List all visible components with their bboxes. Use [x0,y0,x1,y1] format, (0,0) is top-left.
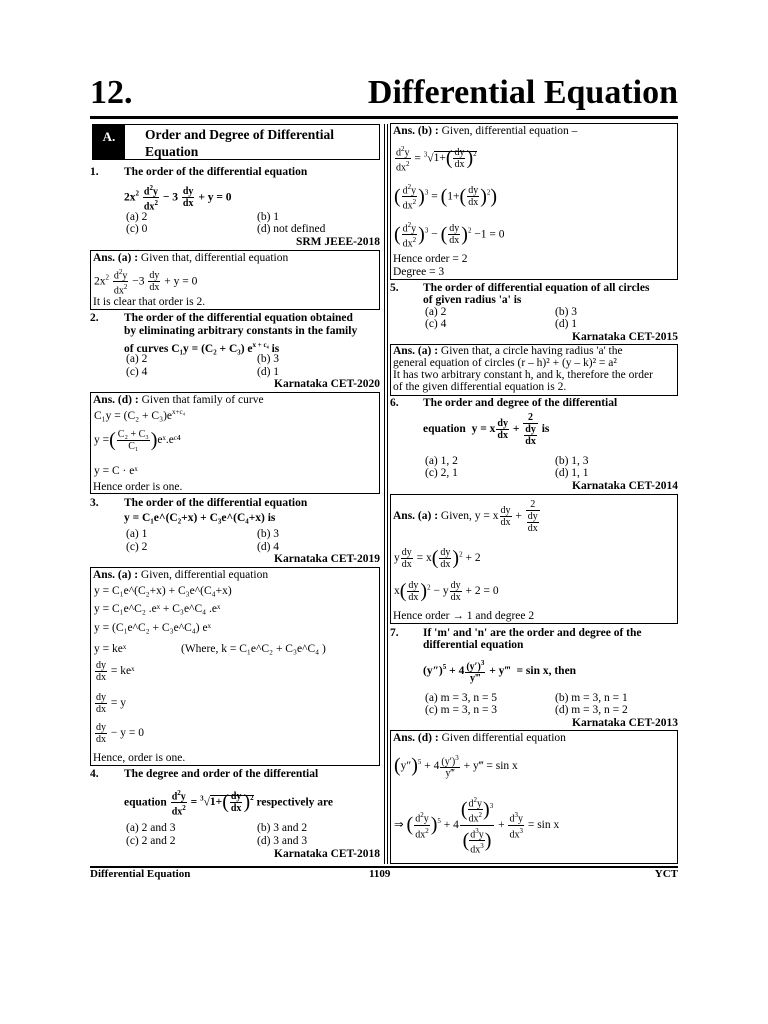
q6-answer-conclusion: Hence order → 1 and degree 2 [393,610,535,622]
q3-answer-step2: y = C₁e^C₂ .eˣ + C₃e^C₄ .eˣ [94,603,221,615]
q4-source: Karnataka CET-2018 [274,848,380,860]
q7-answer-step2: ⇒ ( $\frac{d^2y}{dx^2}$ )$^5$ + 4 ( $\frac{d^2y}{dx^2}$ )$^3$ ( $\frac{d^3y}{dx^3}$ ) + $\frac{d^3y}{dx^3}$ = sin x [394,796,560,856]
q3-answer-line: Ans. (a) : Given, differential equation [93,569,269,581]
q3-option-c: (c) 2 [126,541,148,553]
q1-number: 1. [90,166,99,178]
q6-option-a: (a) 1, 2 [425,455,458,467]
q4-answer-step2: ( $\frac{d^2y}{dx^2}$ )$^3$ = (1+( $\frac{dy}{dx}$ )$^2$) [394,183,498,212]
q7-option-a: (a) m = 3, n = 5 [425,692,498,704]
q6-answer-step1: y $\frac{dy}{dx}$ = x( $\frac{dy}{dx}$ )$^2$ + 2 [394,547,481,570]
q1-answer-equation: $2x^2$ $\frac{d^2y}{dx^2}$ −3 $\frac{dy}{dx}$ + y = 0 [94,268,198,297]
q7-answer-step1: $(y'')^5 + 4$ $\frac{(y')^3}{y‴}$ + y‴ = sin x [394,754,518,780]
q7-number: 7. [390,627,399,639]
q1-answer-box [90,250,380,310]
q6-answer-step2: x( $\frac{dy}{dx}$ )$^2$ − y $\frac{dy}{dx}$ + 2 = 0 [394,580,499,603]
q5-option-b: (b) 3 [555,306,578,318]
q1-text: The order of the differential equation [124,166,308,178]
q4-answer-order: Hence order = 2 [393,253,468,265]
q6-equation: equation y = x $\frac{dy}{dx}$ + $\frac{2}{\frac{dy}{dx}}$ is [423,412,550,447]
q4-option-b: (b) 3 and 2 [257,822,308,834]
q7-option-b: (b) m = 3, n = 1 [555,692,628,704]
q4-option-a: (a) 2 and 3 [126,822,176,834]
q5-option-c: (c) 4 [425,318,447,330]
q2-option-c: (c) 4 [126,366,148,378]
q4-text: The degree and order of the differential [124,768,319,780]
section-title: Order and Degree of Differential Equation [145,127,334,159]
q1-source: SRM JEEE-2018 [295,236,380,248]
q4-answer-box [390,123,678,280]
q3-text: The order of the differential equation [124,497,308,509]
q7-answer-line: Ans. (d) : Given differential equation [393,732,566,744]
q5-answer-box [390,344,678,396]
q1-option-a: (a) 2 [126,211,148,223]
q7-source: Karnataka CET-2013 [572,717,678,729]
footer-publisher: YCT [654,868,678,880]
q2-answer-line: Ans. (d) : Given that family of curve [93,394,264,406]
q4-equation: equation $\frac{d^2y}{dx^2}$ = $^3$√1+( $\frac{dy}{dx}$ )$^2$ respectively are [124,789,334,818]
q1-answer-line: Ans. (a) : Given that, differential equation [93,252,289,264]
q3-answer-conclusion: Hence, order is one. [93,752,186,764]
q5-answer-line3: It has two arbitrary constant h, and k, therefore the order [393,369,653,381]
q2-answer-box [90,392,380,494]
q4-number: 4. [90,768,99,780]
q2-answer-conclusion: Hence order is one. [93,481,183,493]
q2-answer-step3: y = C · eˣ [94,465,138,477]
q1-equation: $2x^2$ $\frac{d^2y}{dx^2}$ − 3 $\frac{dy}{dx}$ + y = 0 [124,184,232,213]
q3-source: Karnataka CET-2019 [274,553,380,565]
q7-line1: If 'm' and 'n' are the order and degree of the [423,627,642,639]
q7-equation: $(y'')^5 + 4$ $\frac{(y')^3}{y‴}$ + y‴ = sin x, then [423,659,577,685]
q6-option-b: (b) 1, 3 [555,455,589,467]
chapter-title: Differential Equation [367,74,678,111]
q3-answer-step3: y = (C₁e^C₂ + C₃e^C₄) eˣ [94,622,211,634]
q1-answer-conclusion: It is clear that order is 2. [93,296,206,308]
q3-answer-step6: $\frac{dy}{dx}$ = y [96,692,126,715]
q1-option-c: (c) 0 [126,223,148,235]
q3-option-a: (a) 1 [126,528,148,540]
q3-number: 3. [90,497,99,509]
q3-answer-step5: $\frac{dy}{dx}$ = keˣ [96,660,135,683]
q2-answer-step1: $C_1y = (C_2 + C_3)e^{x+c_4}$ [94,408,186,422]
q2-option-b: (b) 3 [257,353,280,365]
q3-answer-step4: y = keˣ [94,643,127,655]
q3-answer-where: (Where, k = C₁e^C₂ + C₃e^C₄ ) [181,643,326,655]
q5-option-d: (d) 1 [555,318,578,330]
q7-line2: differential equation [423,639,524,651]
section-letter: A. [93,125,125,159]
q2-number: 2. [90,312,99,324]
q4-answer-degree: Degree = 3 [393,266,445,278]
q3-option-b: (b) 3 [257,528,280,540]
q5-answer-line2: general equation of circles (r – h)² + (y – k)² = a² [393,357,617,369]
q5-source: Karnataka CET-2015 [572,331,678,343]
chapter-number: 12. [90,74,133,111]
q1-option-b: (b) 1 [257,211,280,223]
q3-answer-step1: y = C₁e^(C₂+x) + C₃e^(C₄+x) [94,585,232,597]
q5-answer-line1: Ans. (a) : Given that, a circle having radius 'a' the [393,345,623,357]
q2-option-a: (a) 2 [126,353,148,365]
q4-option-d: (d) 3 and 3 [257,835,308,847]
q1-option-d: (d) not defined [257,223,326,235]
q7-option-c: (c) m = 3, n = 3 [425,704,498,716]
q6-number: 6. [390,397,399,409]
footer-chapter: Differential Equation [90,868,191,880]
q6-answer-box [390,494,678,624]
q3-equation: y = C₁e^(C₂+x) + C₃e^(C₄+x) is [124,512,276,524]
q3-option-d: (d) 4 [257,541,280,553]
q2-line1: The order of the differential equation obtained [124,312,353,324]
q5-option-a: (a) 2 [425,306,447,318]
q2-line3: of curves C₁y = (C₂ + C₃) $e^{x + c_4}$ is [124,341,280,355]
q2-answer-step2: y =( $\frac{\text{C₂ + C₃}}{\text{C₁}}$ )eˣ.eᶜ⁴ [94,429,181,452]
q5-line1: The order of differential equation of all circles [423,282,650,294]
q4-answer-line: Ans. (b) : Given, differential equation – [393,125,578,137]
q7-option-d: (d) m = 3, n = 2 [555,704,628,716]
q6-option-d: (d) 1, 1 [555,467,589,479]
q6-option-c: (c) 2, 1 [425,467,458,479]
q3-answer-step7: $\frac{dy}{dx}$ − y = 0 [96,722,144,745]
q7-answer-box [390,730,678,864]
q2-line2: by eliminating arbitrary constants in the family [124,325,358,337]
q6-source: Karnataka CET-2014 [572,480,678,492]
q2-option-d: (d) 1 [257,366,280,378]
q6-text: The order and degree of the differential [423,397,618,409]
column-divider [384,124,388,864]
q5-number: 5. [390,282,399,294]
q5-answer-line4: of the given differential equation is 2. [393,381,567,393]
page-number: 1109 [369,868,391,880]
q3-answer-box [90,567,380,766]
q5-line2: of given radius 'a' is [423,294,522,306]
q2-source: Karnataka CET-2020 [274,378,380,390]
header-rule [90,116,678,119]
section-header [92,124,380,160]
q6-answer-line: Ans. (a) : Given, y = x $\frac{dy}{dx}$ + $\frac{2}{\frac{dy}{dx}}$ [393,499,538,534]
q4-option-c: (c) 2 and 2 [126,835,176,847]
q4-answer-step3: ( $\frac{d^2y}{dx^2}$ )$^3$ − ( $\frac{dy}{dx}$ )$^2$ −1 = 0 [394,221,505,250]
q4-answer-step1: $\frac{d^2y}{dx^2}$ = $^3$√1+( $\frac{dy}{dx}$ )$^2$ [396,145,477,174]
